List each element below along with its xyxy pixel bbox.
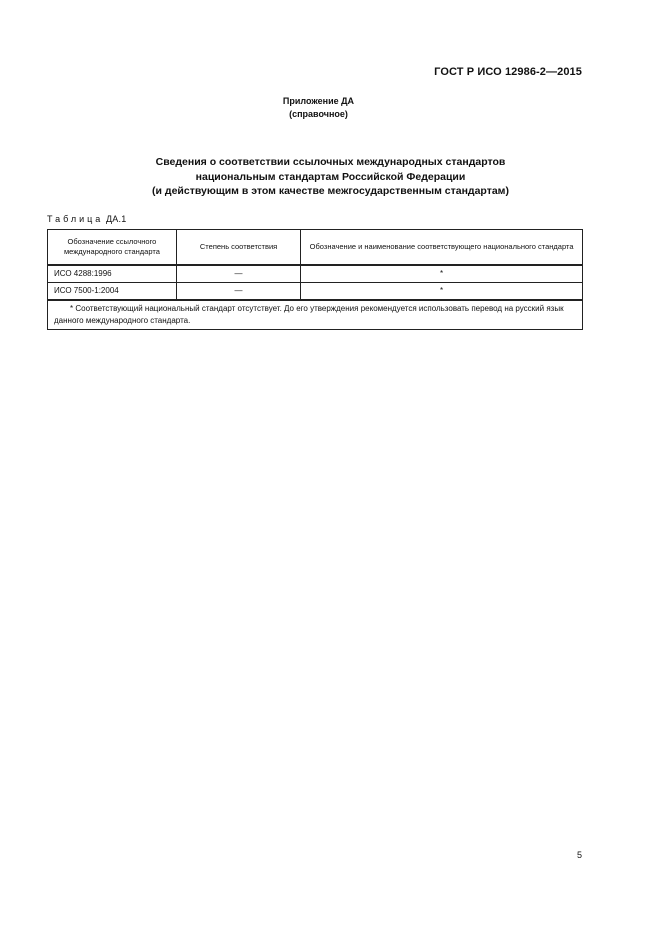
table-caption (47, 214, 126, 224)
cell-reference: ИСО 4288:1996 (48, 265, 177, 283)
appendix-heading (0, 95, 661, 121)
table-row (48, 265, 583, 283)
table-row (48, 283, 583, 301)
page-number: 5 (577, 850, 583, 860)
section-title-line-3: (и действующим в этом качестве межгосударственным стандартам) (152, 185, 509, 197)
cell-degree: — (176, 283, 300, 301)
table-footnote-row (48, 300, 583, 330)
header-reference-standard: Обозначение ссылочного международного стандарта (48, 230, 177, 266)
table-caption-label: Таблица (47, 214, 104, 224)
header-national-standard: Обозначение и наименование соответствующего национального стандарта (301, 230, 583, 266)
standard-code-header: ГОСТ Р ИСО 12986-2—2015 (434, 66, 582, 78)
section-title (0, 155, 661, 199)
header-degree-of-correspondence: Степень соответствия (176, 230, 300, 266)
section-title-line-1: Сведения о соответствии ссылочных международных стандартов (155, 156, 506, 168)
cell-reference: ИСО 7500-1:2004 (48, 283, 177, 301)
cell-degree: — (176, 265, 300, 283)
cell-national: * (301, 283, 583, 301)
table-footnote (48, 300, 583, 330)
correspondence-table (47, 229, 583, 330)
appendix-title: Приложение ДА (282, 96, 355, 106)
footnote-text: * Соответствующий национальный стандарт отсутствует. До его утверждения рекомендуется использовать перевод на русский язык данного международного стандарта. (54, 304, 564, 325)
table-caption-number: ДА.1 (106, 214, 127, 224)
appendix-subtitle: (справочное) (289, 109, 348, 119)
table-header-row (48, 230, 583, 266)
cell-national: * (301, 265, 583, 283)
section-title-line-2: национальным стандартам Российской Федерации (195, 170, 466, 183)
